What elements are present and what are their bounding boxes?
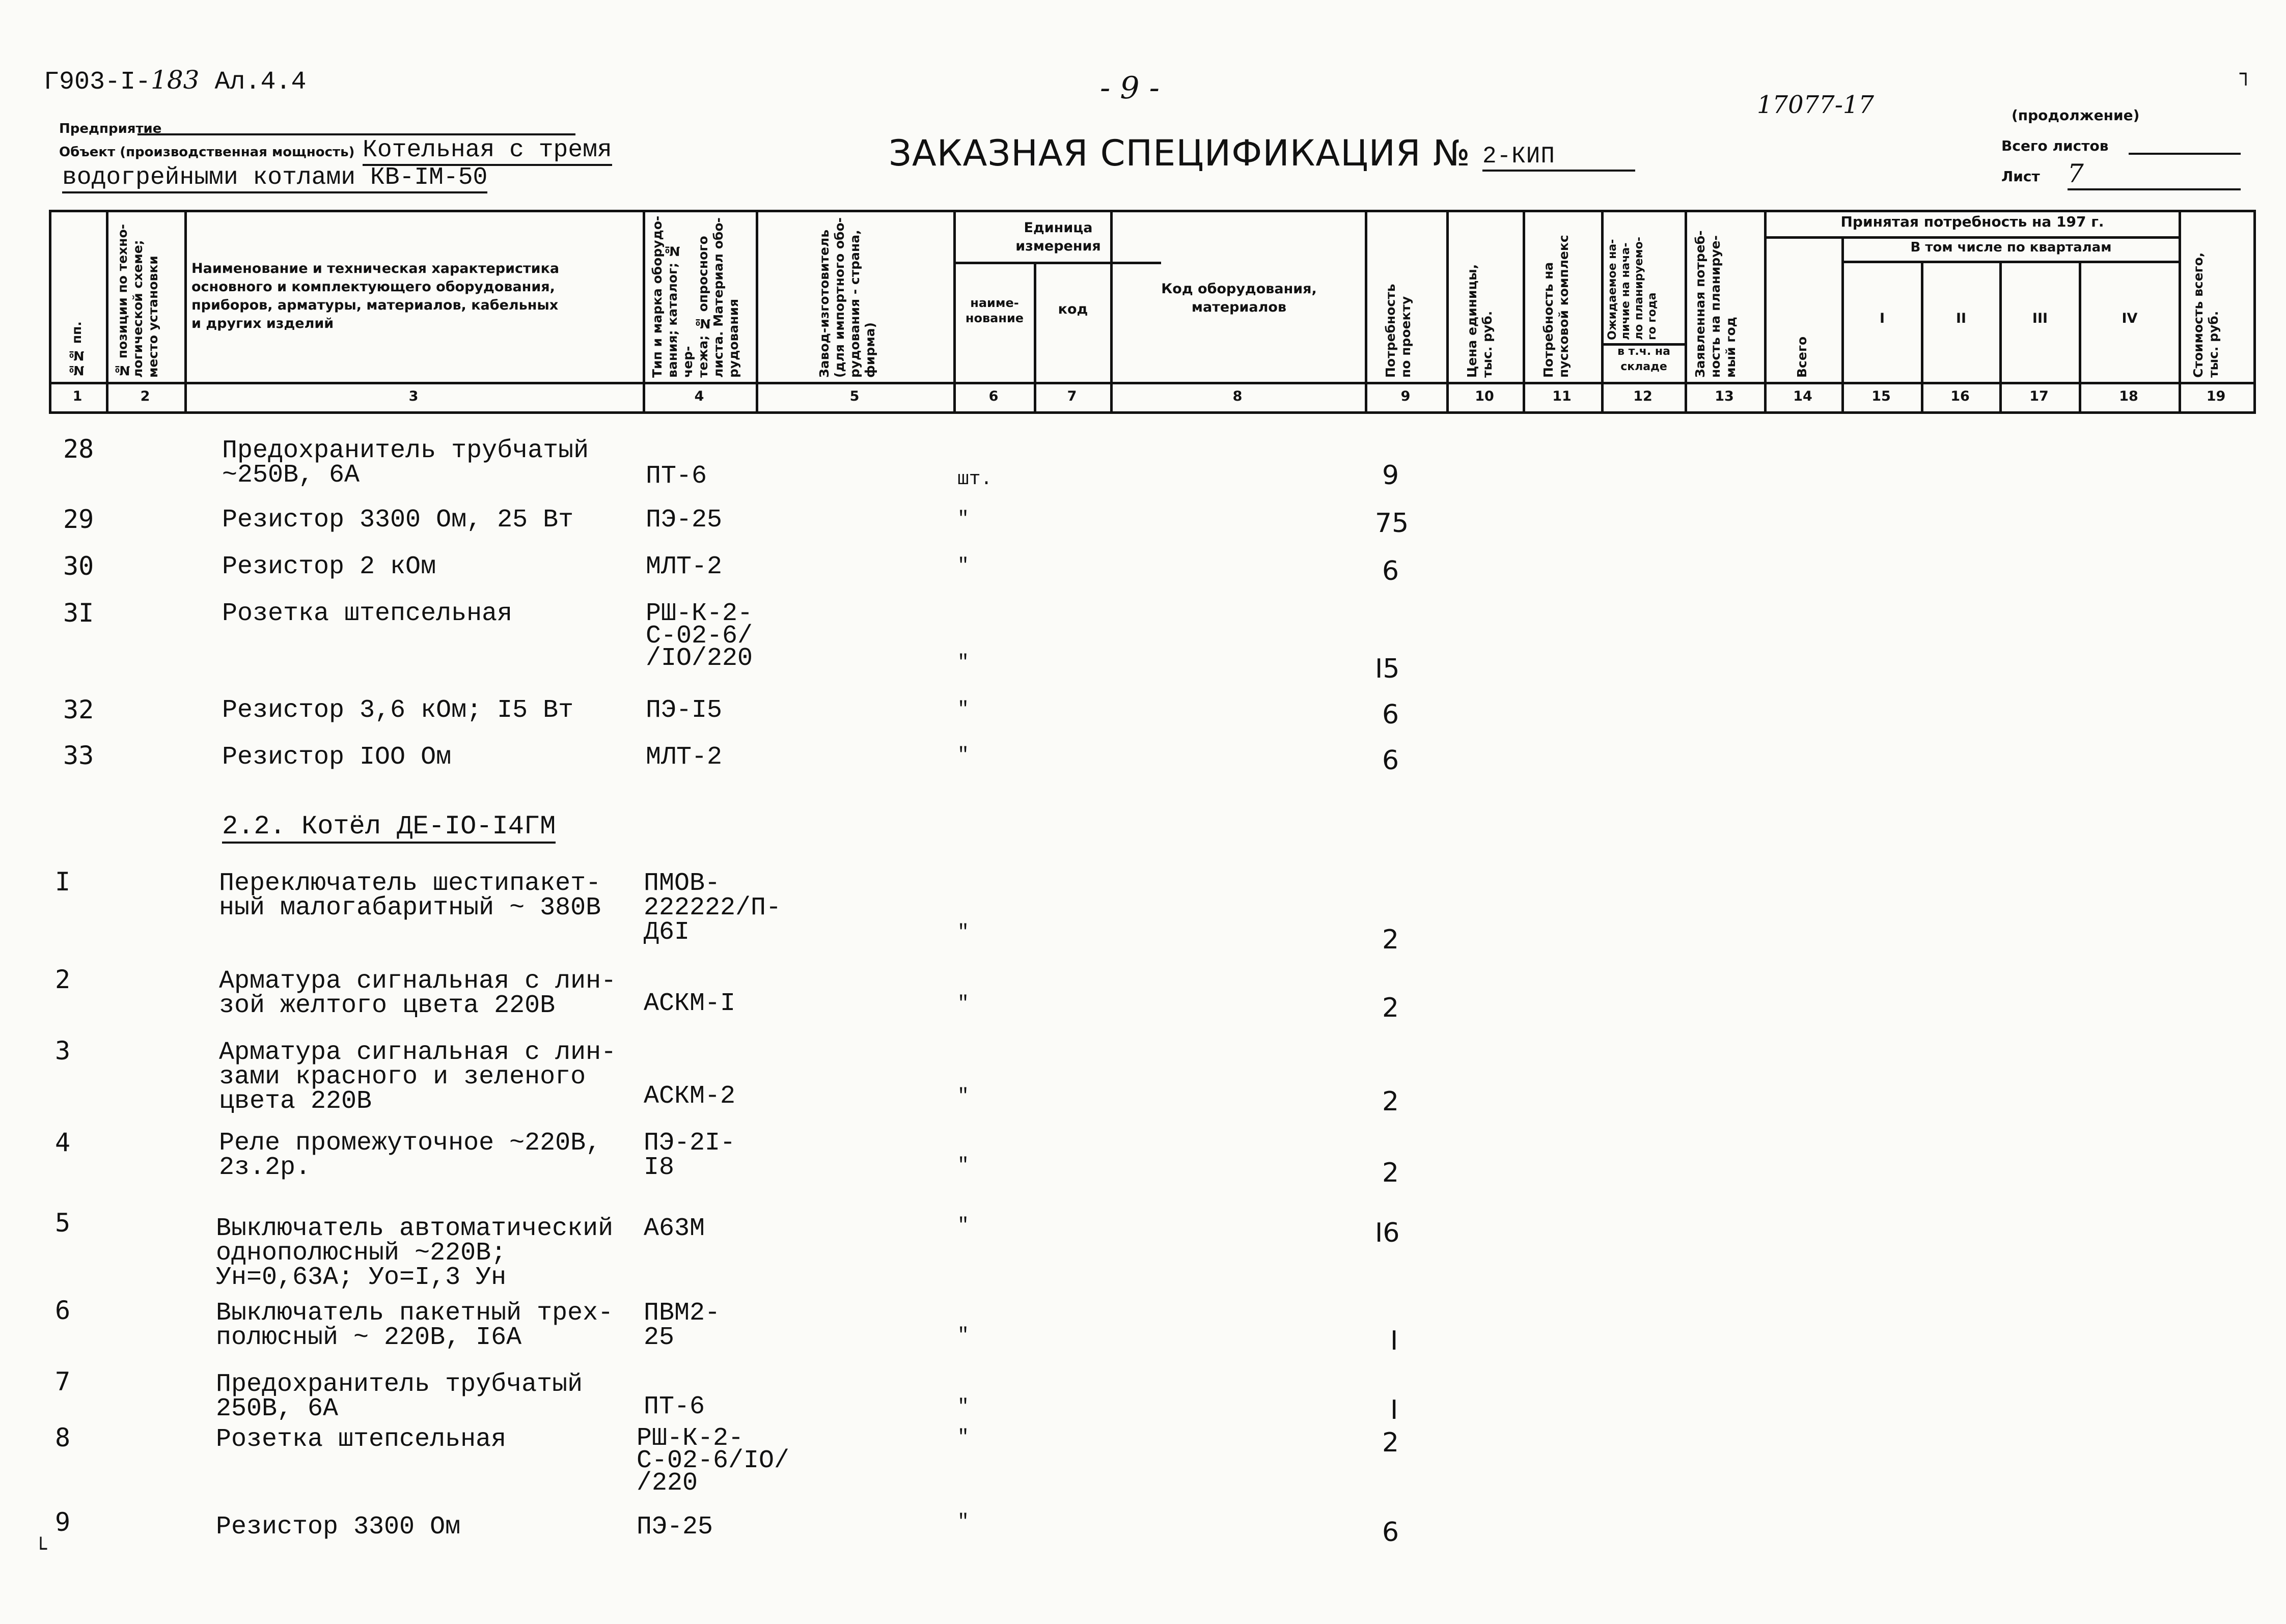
col-number: 11 <box>1552 388 1572 404</box>
enterprise-underline <box>137 133 575 135</box>
item-quantity: 2 <box>1382 1158 1399 1188</box>
col-header-16: II <box>1956 311 1967 326</box>
continuation-label: (продолжение) <box>2012 107 2140 124</box>
item-type: ПЭ-2I- I8 <box>644 1129 736 1182</box>
item-unit: " <box>957 1085 969 1107</box>
col-number: 9 <box>1400 388 1411 404</box>
col-number: 12 <box>1633 388 1652 404</box>
col-header-1: №№ пп. <box>69 321 84 378</box>
quarters-header: В том числе по кварталам <box>1910 240 2112 255</box>
col-header-12a: Ожидаемое на- личие на нача- ло планируемо- го года <box>1606 237 1659 340</box>
col-header-8: Код оборудования, материалов <box>1161 281 1317 315</box>
col-number: 7 <box>1067 388 1077 404</box>
col-header-13: Заявленная потреб- ность на планируе- мый год <box>1693 230 1738 378</box>
row-number: 3 <box>55 1036 71 1066</box>
item-unit: " <box>957 744 969 766</box>
item-quantity: 6 <box>1382 1517 1399 1548</box>
row-number: 29 <box>63 505 94 534</box>
item-name: Предохранитель трубчатый ~250В, 6А <box>222 436 589 490</box>
item-name: Выключатель пакетный трех- полюсный ~ 220В, I6А <box>216 1299 614 1352</box>
col-header-6: наиме- нование <box>965 296 1024 325</box>
col-number: 8 <box>1232 388 1243 404</box>
row-number: 7 <box>55 1367 71 1396</box>
row-number: 5 <box>55 1208 71 1238</box>
col-number: 16 <box>1950 388 1970 404</box>
item-name: Выключатель автоматический однополюсный ~220В; Ун=0,63А; Уо=I,3 Ун <box>216 1214 614 1292</box>
total-sheets-label: Всего листов <box>2001 137 2109 154</box>
col-number: 13 <box>1715 388 1734 404</box>
col-header-4: Тип и марка оборудо- вания; каталог; № чер- тежа; № опросного листа. Материал обо- рудования <box>650 215 741 378</box>
col-number: 3 <box>408 388 419 404</box>
row-number: 3I <box>63 598 94 628</box>
item-type: АСКМ-2 <box>644 1082 736 1111</box>
col-number: 18 <box>2119 388 2138 404</box>
item-unit: " <box>957 993 969 1015</box>
item-unit: " <box>957 1396 969 1418</box>
row-number: I <box>55 867 71 897</box>
code-handwritten: 183 <box>151 65 200 95</box>
unit-group-header: Единица измерения <box>1015 220 1101 254</box>
item-quantity: I <box>1390 1326 1398 1356</box>
item-quantity: 6 <box>1382 745 1399 776</box>
col-number: 14 <box>1793 388 1812 404</box>
row-number: 33 <box>63 741 94 770</box>
item-type: ПМОВ- 222222/П- Д6I <box>644 869 782 947</box>
row-number: 28 <box>63 434 94 464</box>
item-unit: " <box>957 652 969 674</box>
col-number: 6 <box>988 388 999 404</box>
title-text: ЗАКАЗНАЯ СПЕЦИФИКАЦИЯ № <box>889 132 1471 174</box>
item-type: ПВМ2- 25 <box>644 1299 721 1352</box>
row-number: 8 <box>55 1423 71 1452</box>
item-name: Розетка штепсельная <box>216 1425 507 1454</box>
col-number: 4 <box>694 388 704 404</box>
item-unit: " <box>957 1426 969 1448</box>
item-unit: " <box>957 698 969 720</box>
col-number: 1 <box>72 388 82 404</box>
item-quantity: I <box>1390 1395 1398 1425</box>
item-quantity: 6 <box>1382 699 1399 730</box>
item-name: Арматура сигнальная с лин- зой желтого цвета 220В <box>219 967 617 1020</box>
col-number: 19 <box>2206 388 2226 404</box>
col-header-9: Потребность по проекту <box>1383 284 1413 378</box>
item-name: Резистор 3300 Ом, 25 Вт <box>222 506 574 535</box>
item-name: Реле промежуточное ~220В, 2з.2р. <box>219 1129 601 1182</box>
col-header-18: IV <box>2122 311 2138 326</box>
page-number: - 9 - <box>1100 70 1160 106</box>
item-type: А63М <box>644 1214 705 1243</box>
spec-number: 2-КИП <box>1482 143 1635 172</box>
item-unit: " <box>957 555 969 577</box>
page-title <box>889 132 1635 174</box>
album-text: Ал.4.4 <box>214 68 307 97</box>
accepted-header: Принятая потребность на 197 г. <box>1840 213 2104 230</box>
item-type: ПТ-6 <box>644 1392 705 1421</box>
item-quantity: I5 <box>1375 654 1400 684</box>
col-header-17: III <box>2032 311 2048 326</box>
item-type: АСКМ-I <box>644 989 736 1018</box>
spec-header-table <box>49 210 2256 412</box>
object-block <box>59 136 612 164</box>
item-quantity: 75 <box>1375 508 1409 539</box>
enterprise-label: Предприятие <box>59 121 162 136</box>
item-type: РШ-К-2- С-02-6/ /IО/220 <box>646 599 753 673</box>
item-name: Предохранитель трубчатый 250В, 6А <box>216 1370 583 1423</box>
col-number: 17 <box>2029 388 2049 404</box>
col-header-15: I <box>1879 311 1885 326</box>
item-type: МЛТ-2 <box>646 743 723 772</box>
col-number: 5 <box>849 388 860 404</box>
col-number: 2 <box>140 388 150 404</box>
row-number: 2 <box>55 965 71 994</box>
item-type: МЛТ-2 <box>646 552 723 581</box>
item-unit: шт. <box>957 468 993 490</box>
object-line-2: водогрейными котлами КВ-IМ-50 <box>62 164 487 193</box>
item-type: ПТ-6 <box>646 462 707 491</box>
corner-mark-bl: └ <box>35 1537 47 1561</box>
item-name: Резистор IОО Ом <box>222 743 452 772</box>
col-number: 10 <box>1475 388 1494 404</box>
object-label: Объект (производственная мощность) <box>59 145 355 160</box>
item-quantity: 2 <box>1382 925 1399 955</box>
col-header-14: Всего <box>1795 336 1809 378</box>
item-unit: " <box>957 1155 969 1177</box>
item-quantity: 2 <box>1382 993 1399 1023</box>
sheet-label: Лист <box>2001 168 2040 185</box>
col-header-2: № позиции по техно- логической схеме; место установки <box>115 223 160 378</box>
col-header-19: Стоимость всего, тыс. руб. <box>2191 252 2221 378</box>
item-name: Резистор 3300 Ом <box>216 1513 461 1542</box>
item-quantity: 2 <box>1382 1086 1399 1117</box>
total-sheets-underline <box>2129 153 2241 155</box>
row-number: 9 <box>55 1507 71 1537</box>
col-header-12b: в т.ч. на складе <box>1617 345 1670 373</box>
item-name: Розетка штепсельная <box>222 599 513 628</box>
item-quantity: 6 <box>1382 556 1399 586</box>
col-header-5: Завод-изготовитель (для импортного обо- рудования - страна, фирма) <box>817 217 877 378</box>
corner-mark-tr: ┐ <box>2240 62 2252 86</box>
sheet-value: 7 <box>2068 159 2241 190</box>
item-name: Арматура сигнальная с лин- зами красного и зеленого цвета 220В <box>219 1038 617 1116</box>
item-type: ПЭ-I5 <box>646 696 723 725</box>
code-text: Г903-I- <box>44 68 151 97</box>
handwritten-doc-number: 17077-17 <box>1757 91 1874 119</box>
item-unit: " <box>957 1511 969 1533</box>
item-type: РШ-К-2- С-02-6/IО/ /220 <box>637 1424 790 1498</box>
object-line-1: Котельная с тремя <box>363 136 612 166</box>
col-number: 15 <box>1871 388 1891 404</box>
item-unit: " <box>957 1325 969 1347</box>
item-unit: " <box>957 1215 969 1237</box>
row-number: 6 <box>55 1296 71 1325</box>
col-header-7: код <box>1058 301 1088 317</box>
row-number: 30 <box>63 551 94 581</box>
col-header-10: Цена единицы, тыс. руб. <box>1465 264 1495 378</box>
col-header-11: Потребность на пусковой комплекс <box>1541 235 1571 378</box>
document-code <box>44 65 307 97</box>
item-unit: " <box>957 508 969 530</box>
item-type: ПЭ-25 <box>646 506 723 535</box>
row-number: 4 <box>55 1128 71 1157</box>
item-name: Резистор 2 кОм <box>222 552 436 581</box>
item-name: Резистор 3,6 кОм; I5 Вт <box>222 696 574 725</box>
section-title: 2.2. Котёл ДЕ-IО-I4ГМ <box>222 811 556 842</box>
item-unit: " <box>957 921 969 943</box>
item-quantity: 2 <box>1382 1427 1399 1458</box>
row-number: 32 <box>63 695 94 724</box>
item-quantity: 9 <box>1382 460 1399 491</box>
col-header-3: Наименование и техническая характеристика основного и комплектующего оборудования, приборов, арматуры, материалов, кабельных и других изделий <box>191 261 560 331</box>
item-quantity: I6 <box>1375 1218 1400 1248</box>
item-type: ПЭ-25 <box>637 1513 713 1542</box>
item-name: Переключатель шестипакет- ный малогабаритный ~ 380В <box>219 869 601 922</box>
